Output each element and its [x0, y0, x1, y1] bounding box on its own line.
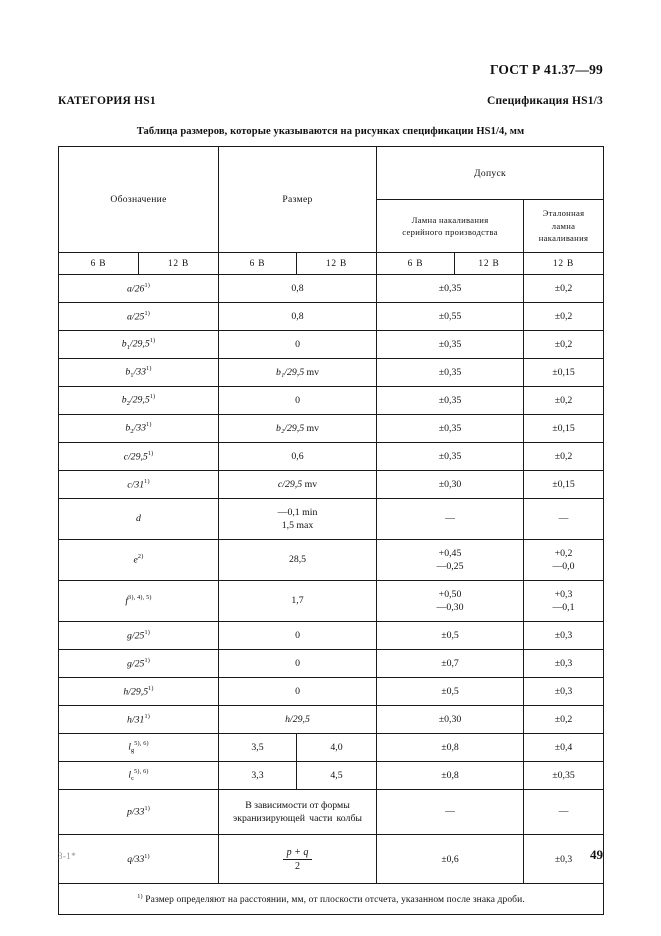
cell-designation	[59, 415, 219, 443]
cell-tolerance-standard	[524, 540, 604, 581]
designation-footnote-mark: 1)	[144, 657, 150, 665]
designation-symbol: g/25	[127, 658, 145, 670]
dimensions-table	[58, 146, 604, 915]
cell-designation	[59, 471, 219, 499]
category-label: КАТЕГОРИЯ HS1	[58, 95, 156, 107]
cell-tolerance-standard: ±0,3	[524, 678, 604, 706]
cell-tolerance-standard: ±0,15	[524, 471, 604, 499]
table-row	[59, 678, 604, 706]
cell-size: 1,7	[219, 581, 377, 622]
table-row	[59, 275, 604, 303]
designation-subscript: c	[131, 775, 135, 783]
page-number: 49	[590, 847, 603, 862]
cell-tolerance-series	[377, 581, 524, 622]
cell-size-text: В зависимости от формы экранизирующей части колбы	[219, 790, 377, 835]
cell-size-line2: 1,5 max	[281, 520, 314, 531]
table-row	[59, 835, 604, 884]
table-caption: Таблица размеров, которые указываются на рисунках спецификации HS1/4, мм	[136, 126, 525, 137]
designation-suffix: /29,5	[129, 338, 150, 350]
cell-designation	[59, 443, 219, 471]
header-lamp-series-line1: Ламна накаливания	[411, 214, 489, 225]
table-footnote-row	[59, 884, 604, 915]
cell-tolerance-series: ±0,5	[377, 622, 524, 650]
header-tolerance: Допуск	[377, 147, 604, 200]
cell-designation	[59, 331, 219, 359]
cell-tol-series-upper: +0,45	[438, 547, 462, 559]
cell-tolerance-series: ±0,8	[377, 762, 524, 790]
cell-size: b₂/29,5 mv	[219, 415, 377, 443]
designation-symbol: f	[125, 595, 129, 607]
cell-tolerance-standard: ±0,3	[524, 650, 604, 678]
designation-footnote-mark: 1)	[144, 282, 150, 290]
table-row	[59, 303, 604, 331]
fraction-numerator: p + q	[283, 847, 313, 860]
cell-tolerance-standard: ±0,15	[524, 415, 604, 443]
table-row	[59, 471, 604, 499]
cell-tolerance-standard: ±0,15	[524, 359, 604, 387]
cell-size-symbol: b₂/29,5	[275, 423, 305, 434]
fraction-denominator: 2	[295, 860, 301, 872]
designation-footnote-mark: 3), 4), 5)	[128, 594, 152, 602]
cell-size-6v: 3,3	[219, 762, 297, 790]
cell-tolerance-standard: ±0,2	[524, 331, 604, 359]
cell-tolerance-standard: ±0,2	[524, 275, 604, 303]
designation-symbol: b	[121, 338, 127, 350]
table-row	[59, 415, 604, 443]
cell-tol-series-lower: —0,25	[436, 561, 464, 572]
cell-designation	[59, 540, 219, 581]
table-body	[59, 275, 604, 884]
cell-size: 0	[219, 387, 377, 415]
designation-suffix: /33	[133, 422, 147, 434]
cell-size	[219, 835, 377, 884]
cell-size-symbol: c/29,5	[277, 479, 303, 490]
cell-tol-series-upper: +0,50	[438, 588, 462, 600]
designation-footnote-mark: 1)	[146, 365, 152, 373]
designation-footnote-mark: 1)	[144, 629, 150, 637]
designation-footnote-mark: 1)	[144, 310, 150, 318]
table-header-row-1	[59, 147, 604, 200]
cell-designation	[59, 650, 219, 678]
cell-tol-standard-lower: —0,0	[552, 561, 575, 572]
cell-size	[219, 499, 377, 540]
table-row	[59, 581, 604, 622]
table-row	[59, 734, 604, 762]
designation-footnote-mark: 1)	[147, 450, 154, 458]
designation-symbol: a/26	[127, 283, 145, 295]
designation-footnote-mark: 1)	[148, 685, 154, 693]
cell-designation	[59, 706, 219, 734]
designation-symbol: l	[128, 769, 132, 781]
voltage-size-6v: 6 B	[219, 253, 297, 275]
designation-footnote-mark: 1)	[146, 421, 152, 429]
cell-designation	[59, 835, 219, 884]
cell-tolerance-series: ±0,35	[377, 359, 524, 387]
table-voltage-row	[59, 253, 604, 275]
designation-symbol: a/25	[127, 311, 145, 323]
cell-size	[219, 706, 377, 734]
cell-tolerance-standard: ±0,4	[524, 734, 604, 762]
cell-tolerance-series: —	[377, 790, 524, 835]
cell-size: c/29,5 mv	[219, 471, 377, 499]
cell-size-symbol: b₁/29,5	[275, 367, 305, 378]
cell-tol-standard-upper: +0,2	[554, 547, 573, 559]
voltage-tol-standard-12v: 12 B	[524, 253, 604, 275]
cell-designation	[59, 622, 219, 650]
cell-designation	[59, 790, 219, 835]
table-row	[59, 622, 604, 650]
cell-tolerance-series: ±0,35	[377, 331, 524, 359]
voltage-designation-12v: 12 B	[139, 253, 219, 275]
header-lamp-standard-line1: Эталонная	[542, 208, 585, 219]
cell-size-line1: —0,1 min	[277, 506, 318, 518]
designation-subscript: g	[130, 747, 135, 755]
designation-footnote-mark: 1)	[149, 337, 156, 345]
designation-symbol: d	[136, 513, 141, 525]
cell-tolerance-series: —	[377, 499, 524, 540]
cell-size: 0,6	[219, 443, 377, 471]
designation-symbol: c/31	[127, 479, 145, 491]
table-row	[59, 706, 604, 734]
cell-size: 0	[219, 622, 377, 650]
cell-designation	[59, 762, 219, 790]
designation-symbol: c/29,5	[123, 451, 148, 463]
header-lamp-standard	[524, 200, 604, 253]
cell-tolerance-standard: ±0,2	[524, 706, 604, 734]
cell-designation	[59, 275, 219, 303]
designation-symbol: p/33	[127, 806, 145, 818]
designation-symbol: b	[121, 394, 127, 406]
cell-size: 0,8	[219, 275, 377, 303]
cell-designation	[59, 499, 219, 540]
cell-designation	[59, 734, 219, 762]
cell-designation	[59, 581, 219, 622]
cell-tolerance-series: ±0,35	[377, 415, 524, 443]
designation-symbol: g/25	[127, 630, 145, 642]
designation-symbol: l	[128, 741, 131, 753]
designation-footnote-mark: 1)	[144, 478, 150, 486]
footnote-text: Размер определяют на расстоянии, мм, от плоскости отсчета, указанном после знака дроби.	[145, 895, 525, 906]
table-footnote	[59, 884, 604, 915]
cell-size-6v: 3,5	[219, 734, 297, 762]
cell-tolerance-series: ±0,30	[377, 706, 524, 734]
table-row	[59, 387, 604, 415]
cell-tolerance-standard: ±0,2	[524, 443, 604, 471]
cell-tol-standard-upper: +0,3	[554, 588, 573, 600]
designation-subscript: 2	[126, 400, 130, 408]
voltage-tol-series-12v: 12 B	[455, 253, 524, 275]
cell-designation	[59, 678, 219, 706]
cell-size: 28,5	[219, 540, 377, 581]
specification-label: Спецификация HS1/3	[486, 95, 603, 107]
designation-subscript: 1	[130, 372, 134, 380]
cell-designation	[59, 303, 219, 331]
cell-tolerance-series: ±0,6	[377, 835, 524, 884]
fraction	[283, 847, 313, 872]
dimensions-table-wrapper	[58, 146, 603, 915]
cell-tolerance-standard	[524, 581, 604, 622]
header-lamp-series-line2: серийного производства	[402, 227, 498, 237]
designation-symbol: q/33	[127, 854, 145, 866]
table-row	[59, 650, 604, 678]
header-lamp-standard-line2: ламна	[551, 220, 576, 231]
cell-tolerance-series	[377, 540, 524, 581]
table-row	[59, 762, 604, 790]
table-row	[59, 790, 604, 835]
cell-tolerance-standard: ±0,35	[524, 762, 604, 790]
header-size: Размер	[219, 147, 377, 253]
header-lamp-series	[377, 200, 524, 253]
cell-size-12v: 4,0	[297, 734, 377, 762]
cell-tolerance-series: ±0,55	[377, 303, 524, 331]
cell-tolerance-series: ±0,35	[377, 387, 524, 415]
designation-footnote-mark: 1)	[144, 852, 150, 860]
cell-tolerance-series: ±0,35	[377, 275, 524, 303]
cell-tolerance-series: ±0,30	[377, 471, 524, 499]
cell-tolerance-series: ±0,5	[377, 678, 524, 706]
cell-tolerance-series: ±0,7	[377, 650, 524, 678]
cell-tolerance-standard: —	[524, 499, 604, 540]
cell-tol-series-lower: —0,30	[436, 602, 464, 613]
cell-designation	[59, 387, 219, 415]
cell-tolerance-standard: ±0,2	[524, 387, 604, 415]
cell-size-symbol: h/29,5	[285, 714, 310, 725]
cell-tolerance-series: ±0,35	[377, 443, 524, 471]
cell-tolerance-standard: ±0,3	[524, 835, 604, 884]
voltage-tol-series-6v: 6 B	[377, 253, 455, 275]
designation-footnote-mark: 1)	[144, 805, 150, 813]
table-row	[59, 359, 604, 387]
cell-size: 0	[219, 331, 377, 359]
cell-size: 0	[219, 678, 377, 706]
designation-subscript: 1	[126, 344, 130, 352]
footnote-mark: 1)	[137, 892, 143, 900]
designation-subscript: 2	[130, 428, 134, 436]
designation-footnote-mark: 2)	[137, 553, 144, 561]
designation-suffix: /33	[133, 366, 147, 378]
table-row	[59, 499, 604, 540]
cell-size: b₁/29,5 mv	[219, 359, 377, 387]
designation-footnote-mark: 1)	[144, 713, 150, 721]
designation-suffix: /29,5	[129, 394, 150, 406]
cell-tolerance-standard: —	[524, 790, 604, 835]
table-row	[59, 540, 604, 581]
designation-symbol: b	[125, 422, 131, 434]
designation-symbol: e	[133, 554, 138, 566]
standard-number: ГОСТ Р 41.37—99	[489, 62, 603, 77]
voltage-designation-6v: 6 B	[59, 253, 139, 275]
designation-symbol: h/29,5	[123, 686, 149, 698]
cell-size-12v: 4,5	[297, 762, 377, 790]
designation-footnote-mark: 1)	[149, 393, 156, 401]
designation-footnote-mark: 5), 6)	[134, 740, 149, 748]
cell-tolerance-series: ±0,8	[377, 734, 524, 762]
cell-tolerance-standard: ±0,2	[524, 303, 604, 331]
table-row	[59, 331, 604, 359]
cell-tolerance-standard: ±0,3	[524, 622, 604, 650]
designation-symbol: h/31	[127, 714, 145, 726]
cell-designation	[59, 359, 219, 387]
cell-size: 0,8	[219, 303, 377, 331]
cell-tol-standard-lower: —0,1	[552, 602, 575, 613]
cell-size: 0	[219, 650, 377, 678]
designation-symbol: b	[125, 366, 131, 378]
header-designation: Обозначение	[59, 147, 219, 253]
designation-footnote-mark: 5), 6)	[134, 768, 149, 776]
footer-signature: 3-1*	[58, 851, 77, 861]
table-row	[59, 443, 604, 471]
header-lamp-standard-line3: накаливания	[538, 233, 589, 244]
voltage-size-12v: 12 B	[297, 253, 377, 275]
